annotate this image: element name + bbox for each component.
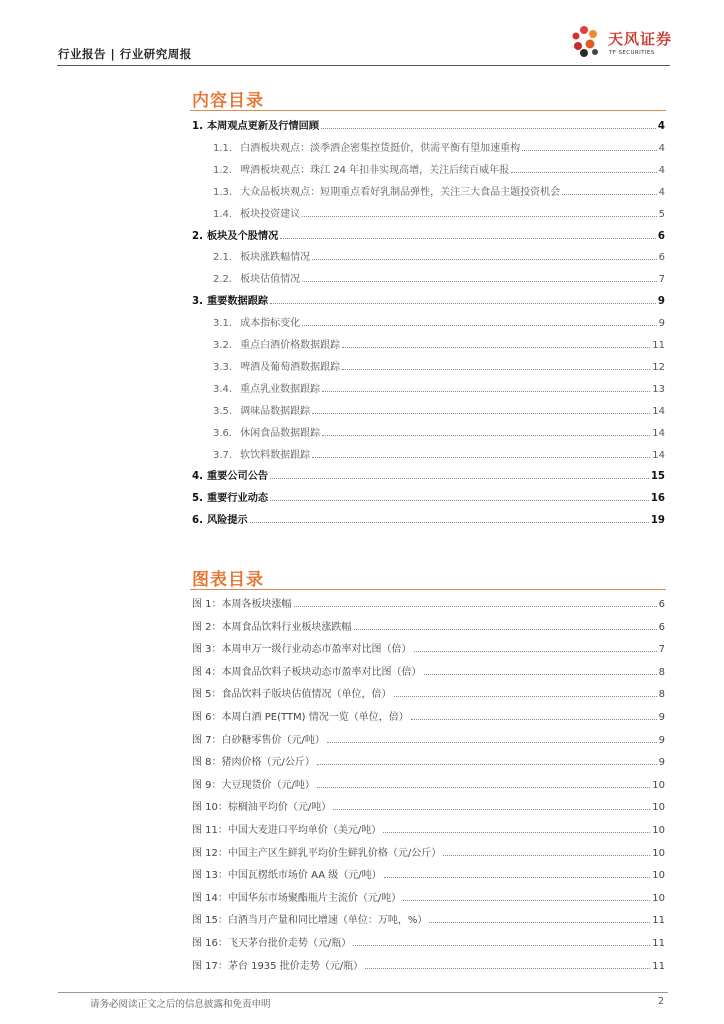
toc-entry-number: 3.2. [213,340,233,351]
toc-entry[interactable] [213,182,665,198]
figure-entry-label: 图 17：茅台 1935 批价走势（元/瓶） [192,960,364,972]
figure-entry[interactable] [192,843,665,859]
toc-entry-label [213,336,340,351]
toc-entry-label [192,292,268,307]
dot-leader [321,116,656,129]
toc-entry-page: 13 [652,383,665,395]
dot-leader [302,313,657,326]
toc-entry-page: 15 [650,471,665,483]
toc-entry[interactable] [213,357,665,373]
toc-entry-page: 4 [658,142,665,154]
flower-logo-icon [568,22,608,62]
toc-entry-label [213,183,560,198]
dot-leader [327,730,657,743]
toc-entry-text: 重要公司公告 [206,471,269,483]
toc-entry-text: 重点白酒价格数据跟踪 [240,340,341,351]
figure-entry[interactable] [192,707,665,723]
toc-entry[interactable] [192,116,665,132]
toc-title: 内容目录 [192,91,264,111]
figure-entry-page: 10 [652,870,665,882]
logo-name: 天风证券 [608,30,673,48]
toc-title-divider [190,110,666,111]
figure-entry-page: 8 [658,689,665,701]
figure-entry[interactable] [192,684,665,700]
toc-entry-page: 6 [658,252,665,264]
toc-entry[interactable] [213,445,665,461]
toc-entry-page: 16 [650,493,665,505]
toc-entry-number: 3.4. [213,383,233,395]
dot-leader [250,510,649,523]
toc-entry-text: 啤酒板块观点：珠江 24 年扣非实现高增，关注后续百威年报 [240,164,510,176]
figure-entry-page: 10 [652,779,665,791]
toc-entry-number: 6. [192,515,203,527]
toc-entry[interactable] [213,247,665,263]
figure-entry-page: 6 [658,621,665,633]
figure-entry-label: 图 8：猪肉价格（元/公斤） [192,757,315,769]
dot-leader [322,379,650,392]
toc-entry-label [213,248,310,263]
figure-entry[interactable] [192,752,665,768]
toc-entry-number: 2.2. [213,274,233,286]
dot-leader [511,160,656,173]
toc-entry-page: 14 [652,427,665,439]
toc-entry-text: 休闲食品数据跟踪 [240,427,321,439]
figure-entry-label: 图 6：本周白酒 PE(TTM) 情况一览（单位，倍） [192,712,409,723]
figure-entry-page: 7 [658,644,665,656]
figure-entry-label: 图 3：本周申万一级行业动态市盈率对比图（倍） [192,644,412,656]
dot-leader [394,684,657,697]
toc-entry-text: 本周观点更新及行情回顾 [206,121,320,132]
toc-entry-page: 7 [658,274,665,286]
figure-entry-page: 10 [652,847,665,859]
figure-entry-page: 10 [652,802,665,814]
toc-entry-number: 3.6. [213,427,233,439]
toc-entry-label [213,380,320,395]
toc-entry-text: 板块投资建议 [240,208,301,220]
dot-leader [383,820,650,833]
toc-entry-page: 14 [652,449,665,461]
toc-entry-text: 啤酒及葡萄酒数据跟踪 [240,361,341,373]
dot-leader [294,594,657,607]
figure-entry[interactable] [192,933,665,949]
toc-entry[interactable] [192,291,665,307]
toc-entry-label [192,467,268,482]
toc-entry[interactable] [213,313,665,329]
figure-entry-label: 图 15：白酒当月产量和同比增速（单位：万吨，%） [192,915,428,927]
toc-entry-page: 9 [657,296,665,308]
toc-entry-page: 4 [657,121,665,132]
figure-entry-label: 图 9：大豆现货价（元/吨） [192,779,315,791]
toc-entry[interactable] [213,423,665,439]
dot-leader [403,888,650,901]
toc-entry-label [213,139,520,154]
figure-entry-label: 图 11：中国大麦进口平均单价（美元/吨） [192,825,382,836]
dot-leader [312,401,650,414]
footer-divider [58,992,668,993]
toc-entry[interactable] [213,269,665,285]
toc-entry-label [213,314,300,329]
toc-entry-text: 成本指标变化 [240,318,301,330]
toc-entry-number: 3.3. [213,361,233,373]
dot-leader [522,138,657,151]
figure-entry-page: 9 [658,734,665,746]
dot-leader [270,488,649,501]
toc-entry-number: 1.3. [213,186,233,198]
figure-entry[interactable] [192,865,665,881]
toc-entry-text: 白酒板块观点：淡季酒企密集控货挺价，供需平衡有望加速重构 [240,142,521,154]
dot-leader [384,865,651,878]
toc-entry-number: 1.2. [213,164,233,176]
dot-leader [429,910,650,923]
toc-entry-number: 1.1. [213,142,233,154]
page-number: 2 [658,996,665,1007]
toc-entry-text: 重要数据跟踪 [206,296,269,308]
toc-entry[interactable] [192,510,665,526]
figure-entry[interactable] [192,775,665,791]
toc-entry-label [213,424,320,439]
company-logo [568,22,678,62]
toc-entry-page: 19 [650,515,665,527]
toc-entry-text: 板块及个股情况 [206,230,279,242]
toc-entry-text: 板块估值情况 [240,274,301,286]
toc-entry-text: 大众品板块观点：短期重点看好乳制品弹性，关注三大食品主题投资机会 [240,186,561,198]
figure-entry-label: 图 16：飞天茅台批价走势（元/瓶） [192,938,352,949]
figure-entry-label: 图 2：本周食品饮料行业板块涨跌幅 [192,621,352,633]
toc-entry-label [192,489,268,504]
figure-entry-label: 图 12：中国主产区生鲜乳平均价生鲜乳价格（元/公斤） [192,847,442,859]
figure-entry[interactable] [192,956,665,972]
figure-entry[interactable] [192,662,665,678]
figure-entry[interactable] [192,730,665,746]
toc-entry-number: 3.5. [213,405,233,417]
dot-leader [414,639,657,652]
dot-leader [342,357,650,370]
toc-entry-label [213,402,310,417]
dot-leader [317,775,650,788]
dot-leader [443,843,650,856]
dot-leader [312,445,650,458]
toc-entry-number: 3. [192,296,203,308]
toc-entry-page: 11 [652,340,665,351]
toc-entry-number: 1. [192,121,203,132]
toc-entry-number: 4. [192,471,203,483]
toc-entry-page: 4 [658,164,665,176]
toc-entry-number: 2.1. [213,252,233,264]
figures-title-divider [190,589,666,590]
toc-entry[interactable] [192,226,665,242]
figure-entry-page: 10 [652,892,665,904]
toc-entry-text: 软饮料数据跟踪 [240,449,311,461]
report-header: 行业报告 | 行业研究周报 [58,47,192,61]
figure-entry-label: 图 13：中国瓦楞纸市场价 AA 级（元/吨） [192,870,382,882]
toc-entry-number: 3.7. [213,449,233,461]
toc-entry[interactable] [213,379,665,395]
toc-entry-number: 1.4. [213,208,233,220]
figure-entry-label: 图 4：本周食品饮料子板块动态市盈率对比图（倍） [192,666,422,678]
dot-leader [312,247,657,260]
toc-entry-page: 12 [652,361,665,373]
figures-title: 图表目录 [192,570,264,590]
figure-entry-page: 9 [658,712,665,723]
figure-entry[interactable] [192,594,665,610]
toc-entry[interactable] [213,401,665,417]
toc-entry[interactable] [213,204,665,220]
toc-entry-text: 风险提示 [206,515,248,527]
dot-leader [562,182,657,195]
figure-entry-label: 图 5：食品饮料子版块估值情况（单位，倍） [192,689,392,701]
figure-entry-page: 6 [658,599,665,610]
toc-entry-number: 5. [192,493,203,505]
figure-entry-label: 图 10：棕榈油平均价（元/吨） [192,802,332,814]
dot-leader [317,752,657,765]
dot-leader [342,335,650,348]
dot-leader [302,204,657,217]
toc-entry-page: 6 [657,230,665,242]
header-divider [57,65,670,66]
toc-entry-number: 3.1. [213,318,233,330]
dot-leader [353,933,650,946]
toc-entry[interactable] [192,488,665,504]
figure-entry[interactable] [192,797,665,813]
figure-entry-page: 8 [658,666,665,678]
dot-leader [333,797,650,810]
dot-leader [365,956,650,969]
toc-entry-label [213,270,300,285]
disclaimer-text: 请务必阅读正文之后的信息披露和免责申明 [90,999,271,1010]
dot-leader [302,269,657,282]
dot-leader [354,617,657,630]
toc-entry-page: 14 [652,405,665,417]
toc-entry-page: 5 [658,208,665,220]
figure-entry-page: 9 [658,757,665,769]
figure-entry[interactable] [192,888,665,904]
dot-leader [270,291,656,304]
figure-entry-page: 10 [652,825,665,836]
toc-entry-text: 调味品数据跟踪 [240,405,311,417]
figure-entry[interactable] [192,820,665,836]
toc-entry-label [213,161,509,176]
toc-entry-label [192,227,278,242]
toc-entry-label [213,205,300,220]
toc-entry-label [192,511,248,526]
dot-leader [270,466,649,479]
dot-leader [424,662,657,675]
toc-entry[interactable] [213,335,665,351]
dot-leader [411,707,657,720]
toc-entry-label [213,446,310,461]
figure-entry-page: 11 [652,938,665,949]
figure-entry-label: 图 14：中国华东市场聚酯瓶片主流价（元/吨） [192,892,402,904]
dot-leader [322,423,650,436]
figure-entry-page: 11 [652,960,665,972]
toc-entry-text: 重点乳业数据跟踪 [240,383,321,395]
toc-entry-page: 4 [658,186,665,198]
toc-entry-page: 9 [658,318,665,330]
toc-entry-text: 重要行业动态 [206,493,269,505]
figure-entry[interactable] [192,910,665,926]
toc-entry[interactable] [192,466,665,482]
figure-entry-page: 11 [652,915,665,927]
toc-entry-number: 2. [192,230,203,242]
toc-entry-label [192,117,319,132]
figure-entry[interactable] [192,617,665,633]
logo-subtitle: TF SECURITIES [609,50,655,56]
toc-entry-label [213,358,340,373]
figure-entry-label: 图 1：本周各板块涨幅 [192,599,292,610]
figure-entry[interactable] [192,639,665,655]
toc-entry[interactable] [213,138,665,154]
toc-entry-text: 板块涨跌幅情况 [240,252,311,264]
figure-entry-label: 图 7：白砂糖零售价（元/吨） [192,734,325,746]
toc-entry[interactable] [213,160,665,176]
dot-leader [280,226,656,239]
